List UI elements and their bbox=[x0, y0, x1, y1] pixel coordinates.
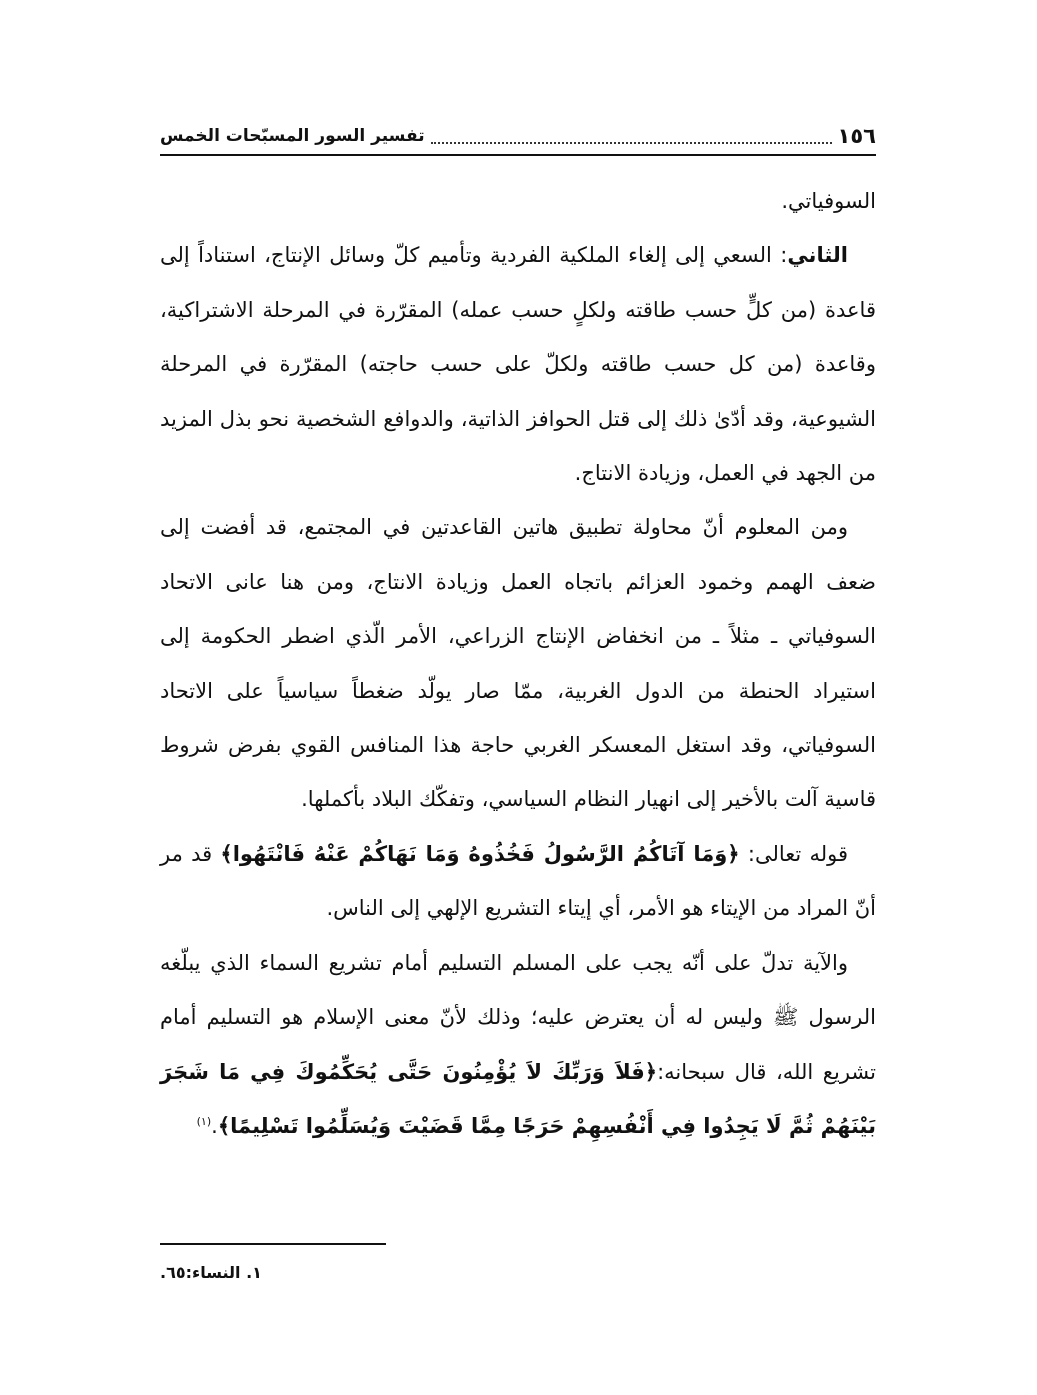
quran-verse: ﴿وَمَا آتَاكُمُ الرَّسُولُ فَخُذُوهُ وَمَا نَهَاكُمْ عَنْهُ فَانْتَهُوا﴾ bbox=[220, 841, 740, 866]
footnote-text: ١. النساء:٦٥. bbox=[160, 1263, 262, 1282]
book-title: تفسير السور المسبّحات الخمس bbox=[160, 126, 425, 146]
paragraph-text: والآية تدلّ على أنّه يجب على المسلم التسليم أمام تشريع السماء الذي يبلّغه الرسول ﷺ وليس له أن يعترض عليه؛ وذلك لأنّ معنى الإسلام هو التسليم أمام تشريع الله، قال سبحانه: bbox=[160, 950, 876, 1084]
paragraph-submission bbox=[160, 936, 876, 1154]
footnote-rule bbox=[160, 1243, 386, 1245]
paragraph-text: السوفياتي. bbox=[781, 189, 876, 213]
footnote bbox=[160, 1263, 876, 1282]
point-term: الثاني bbox=[787, 243, 848, 268]
paragraph-soviet-example bbox=[160, 500, 876, 826]
header-leader-dots bbox=[431, 140, 832, 144]
footnote-marker[interactable]: (١) bbox=[196, 1114, 212, 1128]
book-page bbox=[160, 100, 876, 1300]
paragraph-continuation bbox=[160, 174, 876, 228]
header-rule bbox=[160, 154, 876, 156]
paragraph-verse-commentary bbox=[160, 827, 876, 936]
paragraph-second-point bbox=[160, 228, 876, 500]
paragraph-text: قوله تعالى: bbox=[739, 841, 849, 866]
running-header bbox=[160, 116, 876, 156]
paragraph-text: ومن المعلوم أنّ محاولة تطبيق هاتين القاعدتين في المجتمع، قد أفضت إلى ضعف الهمم وخمود العزائم باتجاه العمل وزيادة الانتاج، ومن هنا عانى الاتحاد السوفياتي ـ مثلاً ـ من انخفاض الإنتاج الزراعي، الأمر الّذي اضطر الحكومة إلى استيراد الحنطة من الدول الغربية، ممّا صار يولّد ضغطاً سياسياً على الاتحاد السوفياتي، وقد استغل المعسكر الغربي حاجة هذا المنافس القوي بفرض شروط قاسية آلت بالأخير إلى انهيار النظام السياسي، وتفكّك البلاد بأكملها. bbox=[160, 515, 876, 812]
quran-verse: ﴿فَلاَ وَرَبِّكَ لاَ يُؤْمِنُونَ حَتَّى يُحَكِّمُوكَ فِي مَا شَجَرَ بَيْنَهُمْ ثُمَّ لَا يَجِدُوا فِي أَنْفُسِهِمْ حَرَجًا مِمَّا قَضَيْتَ وَيُسَلِّمُوا تَسْلِيمًا﴾ bbox=[160, 1059, 876, 1138]
page-number: ١٥٦ bbox=[837, 124, 876, 148]
paragraph-text: . bbox=[211, 1113, 218, 1138]
paragraph-text: : السعي إلى إلغاء الملكية الفردية وتأميم كلّ وسائل الإنتاج، استناداً إلى قاعدة (من كلٍّ حسب طاقته ولكلٍ حسب عمله) المقرّرة في المرحلة الاشتراكية، وقاعدة (من كل حسب طاقته ولكلّ على حسب حاجته) المقرّرة في المرحلة الشيوعية، وقد أدّىٰ ذلك إلى قتل الحوافز الذاتية، والدوافع الشخصية نحو بذل المزيد من الجهد في العمل، وزيادة الانتاج. bbox=[160, 243, 876, 486]
body-text bbox=[160, 174, 876, 1153]
paragraph-text: قد مر أنّ المراد من الإيتاء هو الأمر، أي إيتاء التشريع الإلهي إلى الناس. bbox=[160, 841, 876, 921]
